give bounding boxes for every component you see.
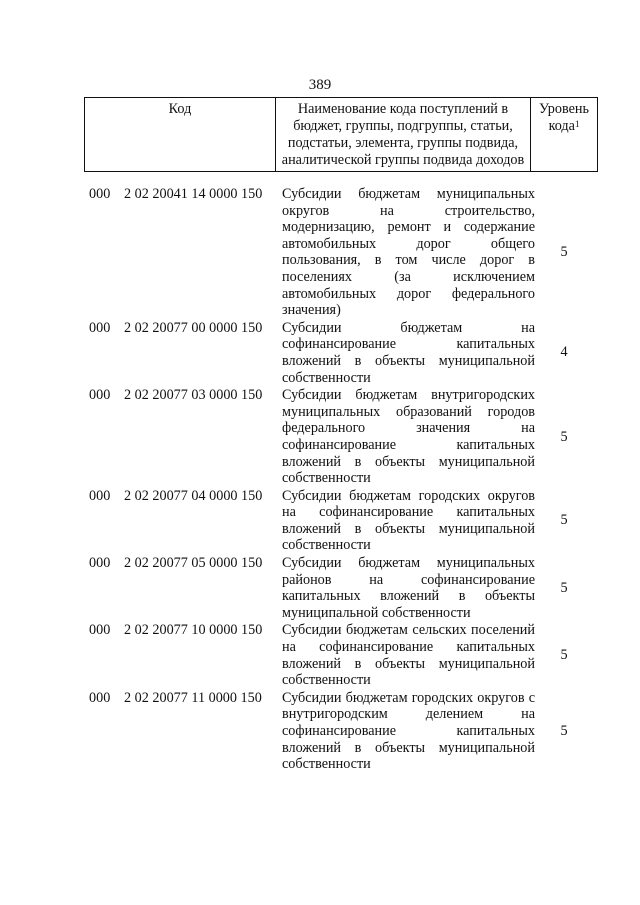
row-name: Субсидии бюджетам внутригородских муниципальных образований городов федерального значения на софинансирование капитальных вложений в объекты муниципальной собственности (282, 387, 535, 487)
row-name: Субсидии бюджетам муниципальных округов на строительство, модернизацию, ремонт и содержание автомобильных дорог общего пользования, в том числе дорог в поселениях (за исключением автомобильных дорог федерального значения) (282, 186, 535, 319)
header-level (531, 98, 598, 172)
row-name: Субсидии бюджетам городских округов на софинансирование капитальных вложений в объекты муниципальной собственности (282, 487, 535, 554)
page-number: 389 (308, 77, 332, 93)
row-name: Субсидии бюджетам муниципальных районов на софинансирование капитальных вложений в объекты муниципальной собственности (282, 555, 535, 621)
row-income-code: 2 02 20077 05 0000 150 (124, 555, 263, 572)
row-level: 5 (560, 428, 568, 445)
row-income-code: 2 02 20077 11 0000 150 (124, 689, 262, 706)
table-row (84, 690, 604, 773)
row-level: 4 (560, 344, 568, 361)
row-name: Субсидии бюджетам сельских поселений на софинансирование капитальных вложений в объекты муниципальной собственности (282, 622, 535, 689)
row-admin-code: 000 (89, 319, 111, 336)
row-admin-code: 000 (89, 689, 111, 706)
row-income-code: 2 02 20041 14 0000 150 (124, 186, 263, 202)
row-income-code: 2 02 20077 00 0000 150 (124, 319, 263, 336)
row-admin-code: 000 (89, 555, 111, 572)
table-row (84, 488, 604, 554)
row-name: Субсидии бюджетам городских округов с внутригородским делением на софинансирование капитальных вложений в объекты муниципальной собственности (282, 689, 535, 773)
header-code: Код (85, 98, 276, 172)
table-row (84, 622, 604, 688)
row-income-code: 2 02 20077 03 0000 150 (124, 387, 263, 404)
table-row (84, 320, 604, 386)
row-level: 5 (560, 722, 568, 739)
table-row (84, 186, 604, 319)
row-admin-code: 000 (89, 186, 111, 202)
row-level: 5 (560, 579, 568, 596)
row-level: 5 (560, 646, 568, 663)
header-level-footnote: 1 (574, 119, 580, 129)
table-header (84, 97, 598, 172)
row-income-code: 2 02 20077 04 0000 150 (124, 487, 263, 504)
row-income-code: 2 02 20077 10 0000 150 (124, 622, 263, 639)
row-name: Субсидии бюджетам на софинансирование капитальных вложений в объекты муниципальной собственности (282, 319, 535, 386)
row-level: 5 (560, 512, 568, 529)
header-name: Наименование кода поступлений в бюджет, группы, подгруппы, статьи, подстатьи, элемента, группы подвида, аналитической группы подвида доходов (276, 98, 531, 172)
header-level-label: Уровень кода (539, 101, 589, 134)
row-level: 5 (560, 244, 568, 260)
table-row (84, 387, 604, 487)
table-body (84, 186, 604, 774)
row-admin-code: 000 (89, 622, 111, 639)
row-admin-code: 000 (89, 487, 111, 504)
table-row (84, 555, 604, 621)
row-admin-code: 000 (89, 387, 111, 404)
